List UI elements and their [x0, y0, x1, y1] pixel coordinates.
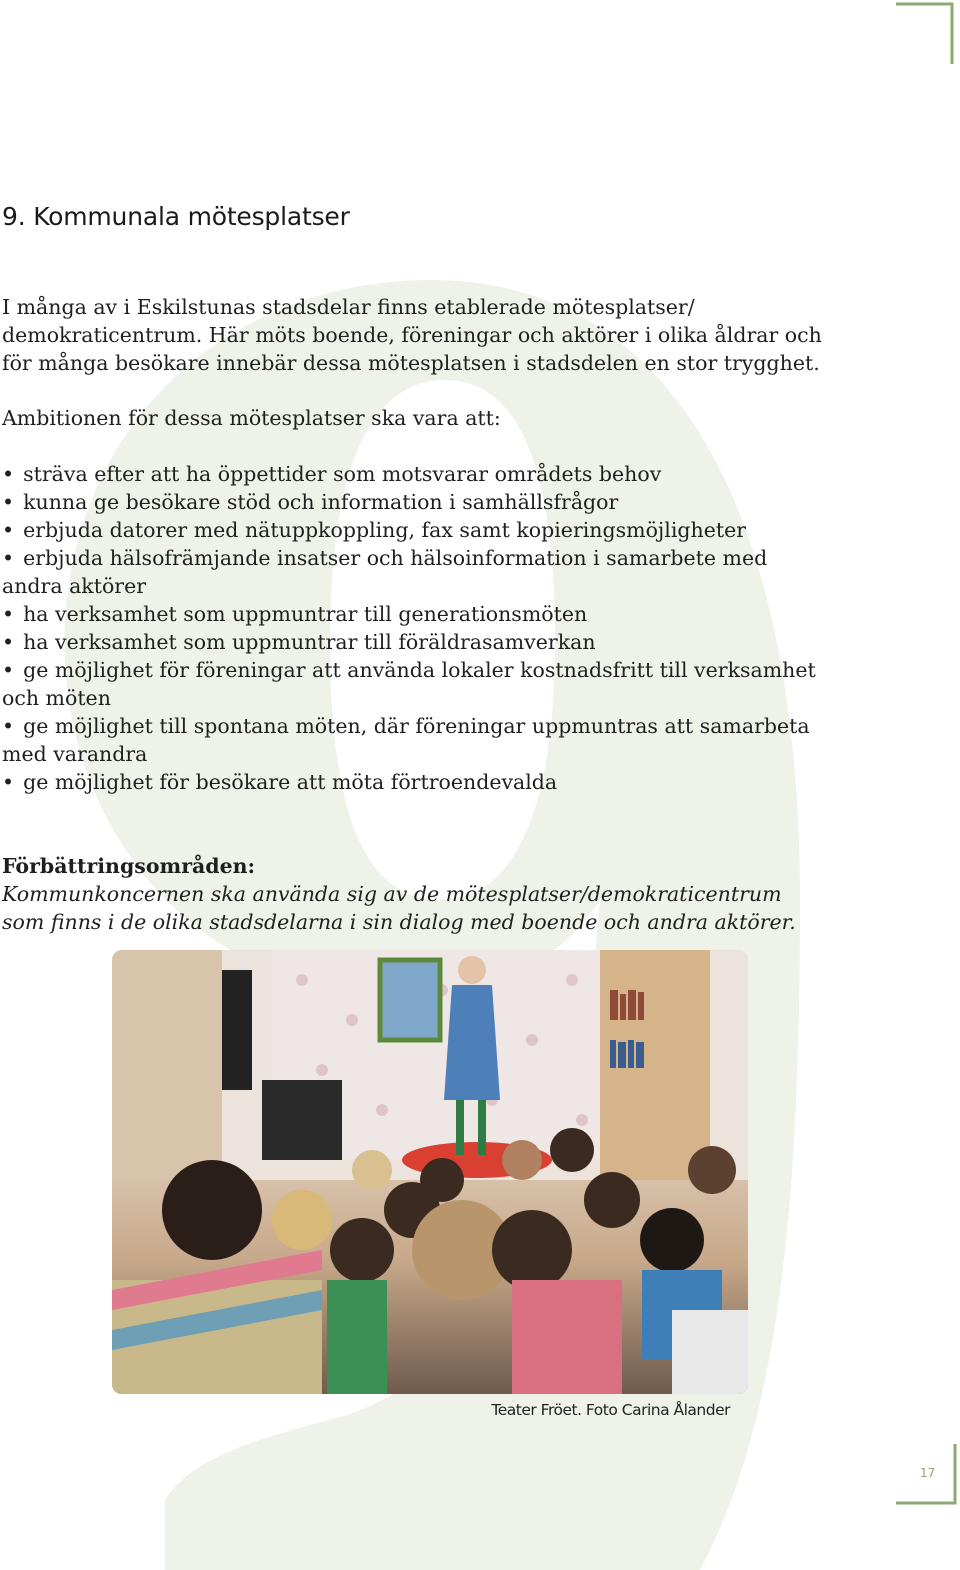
bullet-item: • sträva efter att ha öppettider som motsvarar områdets behov — [2, 460, 862, 488]
page-number: 17 — [920, 1466, 936, 1480]
bullet-continuation: andra aktörer — [2, 574, 147, 598]
bullet-item: • ge möjlighet för besökare att möta förtroendevalda — [2, 768, 862, 796]
improvement-section — [2, 852, 862, 936]
bullet-item: • ha verksamhet som uppmuntrar till föräldrasamverkan — [2, 628, 862, 656]
photo-illustration — [112, 950, 748, 1394]
intro-line: I många av i Eskilstunas stadsdelar finns etablerade mötesplatser/ — [2, 295, 695, 319]
intro-paragraph — [2, 293, 862, 377]
ambition-paragraph — [2, 404, 862, 432]
ambition-text: Ambitionen för dessa mötesplatser ska vara att: — [2, 406, 501, 430]
page-heading: 9. Kommunala mötesplatser — [2, 202, 350, 231]
bullet-item: • ge möjlighet för föreningar att använda lokaler kostnadsfritt till verksamhet — [2, 656, 862, 684]
bullet-continuation: med varandra — [2, 742, 148, 766]
bullet-item: • ge möjlighet till spontana möten, där föreningar uppmuntras att samarbeta — [2, 712, 862, 740]
bullet-item: • ha verksamhet som uppmuntrar till generationsmöten — [2, 600, 862, 628]
bullet-item: • erbjuda hälsofrämjande insatser och hälsoinformation i samarbete med — [2, 544, 862, 572]
intro-line: demokraticentrum. Här möts boende, föreningar och aktörer i olika åldrar och — [2, 323, 822, 347]
photo-caption: Teater Fröet. Foto Carina Ålander — [491, 1401, 730, 1419]
bullet-continuation: och möten — [2, 686, 111, 710]
bullet-item: • erbjuda datorer med nätuppkoppling, fax samt kopieringsmöjligheter — [2, 516, 862, 544]
improvement-label: Förbättringsområden: — [2, 854, 256, 878]
ambition-bullet-list — [2, 460, 862, 796]
theater-photo — [112, 950, 748, 1394]
improvement-line: som finns i de olika stadsdelarna i sin dialog med boende och andra aktörer. — [2, 910, 796, 934]
improvement-line: Kommunkoncernen ska använda sig av de mötesplatser/demokraticentrum — [2, 882, 782, 906]
bullet-item: • kunna ge besökare stöd och information i samhällsfrågor — [2, 488, 862, 516]
intro-line: för många besökare innebär dessa mötesplatsen i stadsdelen en stor trygghet. — [2, 351, 820, 375]
